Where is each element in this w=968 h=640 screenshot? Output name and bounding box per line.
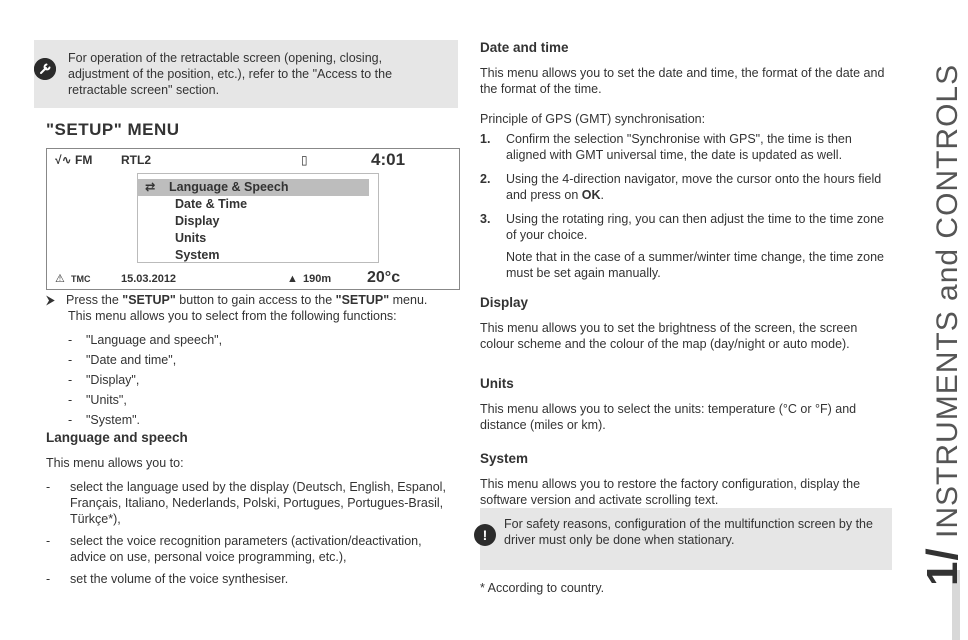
list-item: - set the volume of the voice synthesiser. bbox=[46, 571, 458, 587]
wrench-icon bbox=[34, 58, 56, 80]
warning-triangle-icon: ⚠ bbox=[55, 273, 65, 285]
chapter-sidebar bbox=[918, 64, 968, 586]
screen-topbar bbox=[47, 149, 459, 171]
screen-band: FM bbox=[75, 153, 93, 167]
units-title: Units bbox=[480, 376, 514, 391]
list-item: 2. Using the 4-direction navigator, move the cursor onto the hours field and press on OK. bbox=[480, 172, 882, 202]
altitude-icon: ▲ bbox=[287, 273, 298, 285]
language-list bbox=[46, 479, 458, 587]
menu-item-language: ⇄ Language & Speech bbox=[137, 179, 369, 196]
info-notice-text: For operation of the retractable screen (opening, closing, adjustment of the position, etc.), refer to the "Access to the retractable screen" section. bbox=[68, 51, 393, 97]
date-time-title: Date and time bbox=[480, 40, 569, 55]
menu-item-units: Units bbox=[175, 231, 207, 245]
list-item: 1. Confirm the selection "Synchronise with GPS", the time is then aligned with GMT universal time, the date is updated as well. bbox=[480, 132, 852, 162]
info-notice bbox=[34, 40, 458, 108]
menu-item-date-time: Date & Time bbox=[175, 197, 248, 211]
screen-bottombar bbox=[47, 269, 459, 289]
footnote: * According to country. bbox=[480, 581, 605, 595]
list-item: - "Date and time", bbox=[68, 350, 458, 370]
screen-tmc: TMC bbox=[71, 274, 91, 284]
list-item: - select the voice recognition parameters (activation/deactivation, advice on use, personal voice programming, etc.), bbox=[46, 533, 458, 565]
phone-icon: ▯ bbox=[301, 153, 308, 167]
screen-menu bbox=[137, 179, 369, 264]
display-title: Display bbox=[480, 295, 529, 310]
screen-temperature: 20°c bbox=[367, 269, 401, 286]
setup-intro-line2: This menu allows you to select from the following functions: bbox=[68, 309, 397, 323]
screen-date: 15.03.2012 bbox=[121, 273, 177, 285]
gps-steps bbox=[480, 131, 894, 243]
time-change-note: Note that in the case of a summer/winter time change, the time zone must be set again manually. bbox=[506, 250, 884, 280]
screen-station: RTL2 bbox=[121, 153, 151, 167]
menu-item-system: System bbox=[175, 248, 220, 262]
list-item: - "System". bbox=[68, 410, 458, 430]
safety-notice bbox=[480, 508, 892, 570]
language-title: Language and speech bbox=[46, 430, 188, 445]
language-section bbox=[46, 430, 458, 593]
setup-menu-title: "SETUP" MENU bbox=[46, 120, 180, 139]
arrow-right-icon: ⮞ bbox=[46, 293, 56, 307]
function-list bbox=[68, 330, 458, 430]
chapter-title: INSTRUMENTS and CONTROLS bbox=[931, 63, 964, 538]
setup-intro: ⮞ Press the "SETUP" button to gain access to the "SETUP" menu. This menu allows you to select from the following functions: - "Language and speech", - "Date and time", - "Display", - "Units", - "System". bbox=[46, 292, 458, 430]
list-item: 3. Using the rotating ring, you can then adjust the time to the time zone of your choice. bbox=[480, 212, 884, 242]
menu-item-display: Display bbox=[175, 214, 220, 228]
system-text: This menu allows you to restore the factory configuration, display the software version and activate scrolling text. bbox=[480, 477, 861, 507]
chapter-number: 1/ bbox=[918, 547, 967, 586]
screen-clock: 4:01 bbox=[371, 150, 406, 169]
left-column bbox=[34, 40, 458, 586]
list-item: - "Language and speech", bbox=[68, 330, 458, 350]
units-text: This menu allows you to select the units: temperature (°C or °F) and distance (miles or km). bbox=[480, 402, 857, 432]
right-column bbox=[480, 40, 894, 595]
gps-intro: Principle of GPS (GMT) synchronisation: bbox=[480, 112, 706, 126]
list-item: - "Display", bbox=[68, 370, 458, 390]
display-text: This menu allows you to set the brightness of the screen, the screen colour scheme and the colour of the map (day/night or auto mode). bbox=[480, 321, 858, 351]
safety-notice-text: For safety reasons, configuration of the multifunction screen by the driver must only be done when stationary. bbox=[504, 517, 873, 547]
setup-screen-image bbox=[46, 148, 460, 290]
exclamation-icon: ! bbox=[474, 524, 496, 546]
list-item: - select the language used by the display (Deutsch, English, Espanol, Français, Italiano, Nederlands, Polski, Portugues, Portugues-Brasil, Türkçe*), bbox=[46, 479, 458, 527]
radio-wave-icon: √∿ bbox=[55, 153, 72, 167]
language-icon: ⇄ bbox=[145, 180, 156, 194]
list-item: - "Units", bbox=[68, 390, 458, 410]
date-time-text: This menu allows you to set the date and time, the format of the date and the format of the time. bbox=[480, 66, 885, 96]
screen-altitude: 190m bbox=[303, 273, 332, 285]
system-title: System bbox=[480, 451, 529, 466]
language-intro: This menu allows you to: bbox=[46, 456, 184, 470]
